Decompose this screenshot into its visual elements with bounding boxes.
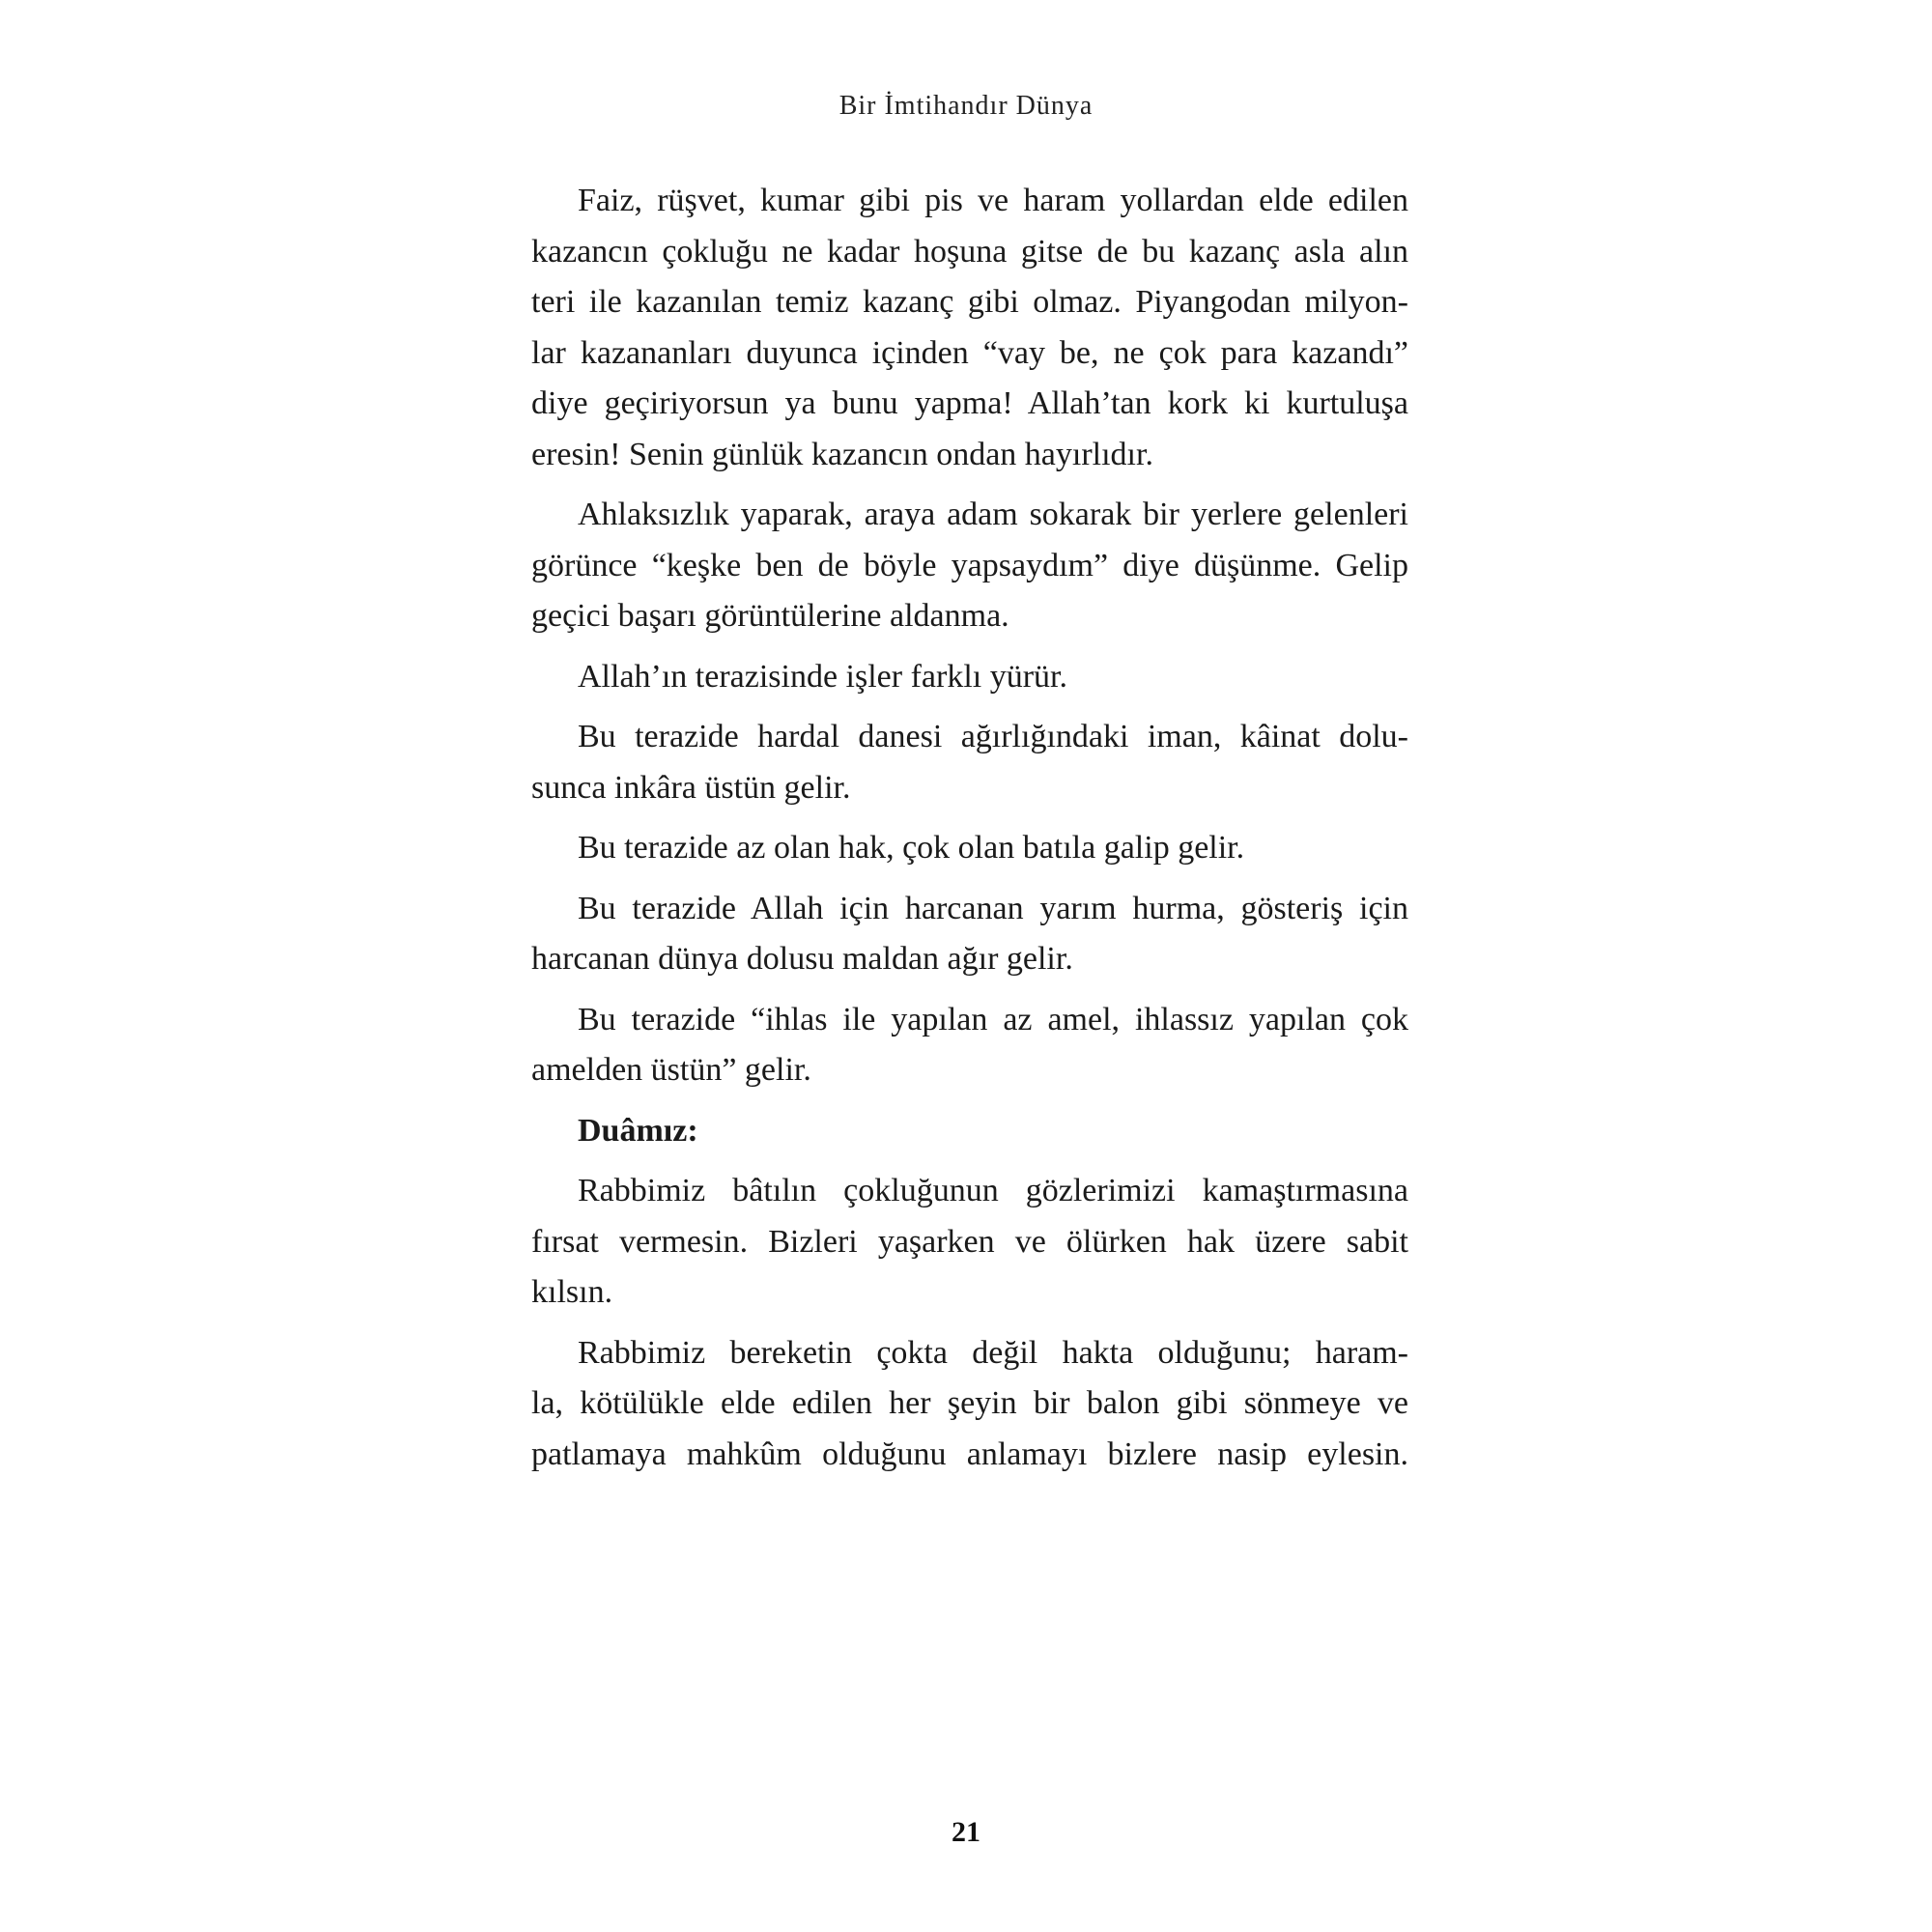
text-line: teri ile kazanılan temiz kazanç gibi olmaz. Piyangodan milyon- <box>531 284 1408 320</box>
text-line: Rabbimiz bereketin çokta değil hakta olduğunu; haram- <box>578 1334 1408 1371</box>
body-text <box>531 176 1408 1490</box>
paragraph <box>531 995 1408 1096</box>
text-line: harcanan dünya dolusu maldan ağır gelir. <box>531 941 1073 977</box>
text-line: Bu terazide az olan hak, çok olan batıla galip gelir. <box>578 830 1245 866</box>
text-line: diye geçiriyorsun ya bunu yapma! Allah’tan kork ki kurtuluşa <box>531 385 1408 421</box>
text-line: Rabbimiz bâtılın çokluğunun gözlerimizi kamaştırmasına <box>578 1173 1408 1208</box>
text-line: kılsın. <box>531 1274 613 1310</box>
text-line: Allah’ın terazisinde işler farklı yürür. <box>578 658 1067 695</box>
prayer-paragraph <box>531 1328 1408 1481</box>
text-line: amelden üstün” gelir. <box>531 1052 811 1088</box>
text-line: görünce “keşke ben de böyle yapsaydım” diye düşünme. Gelip <box>531 547 1408 583</box>
paragraph <box>531 712 1408 813</box>
text-line: sunca inkâra üstün gelir. <box>531 769 851 806</box>
paragraph <box>531 490 1408 642</box>
running-header-title: Bir İmtihandır Dünya <box>838 91 1094 121</box>
text-line: eresin! Senin günlük kazancın ondan hayırlıdır. <box>531 436 1153 472</box>
text-line: la, kötülükle elde edilen her şeyin bir balon gibi sönmeye ve <box>531 1385 1408 1421</box>
text-line: Faiz, rüşvet, kumar gibi pis ve haram yollardan elde edilen <box>578 183 1408 218</box>
prayer-paragraph <box>531 1166 1408 1319</box>
prayer-heading: Duâmız: <box>578 1112 698 1149</box>
paragraph <box>531 652 1408 703</box>
text-line: Bu terazide Allah için harcanan yarım hurma, gösteriş için <box>578 890 1408 926</box>
text-line: Ahlaksızlık yaparak, araya adam sokarak bir yerlere gelenleri <box>578 497 1408 532</box>
page-number: 21 <box>952 1816 980 1848</box>
paragraph <box>531 823 1408 874</box>
text-line: Bu terazide “ihlas ile yapılan az amel, ihlassız yapılan çok <box>578 1001 1408 1037</box>
paragraph <box>531 884 1408 985</box>
text-line: geçici başarı görüntülerine aldanma. <box>531 598 1009 634</box>
text-line: fırsat vermesin. Bizleri yaşarken ve ölürken hak üzere sabit <box>531 1223 1408 1260</box>
paragraph <box>531 176 1408 480</box>
text-line: patlamaya mahkûm olduğunu anlamayı bizlere nasip eylesin. <box>531 1435 1408 1472</box>
text-line: Bu terazide hardal danesi ağırlığındaki iman, kâinat dolu- <box>578 719 1408 754</box>
text-line: lar kazananları duyunca içinden “vay be, ne çok para kazandı” <box>531 334 1408 371</box>
text-line: kazancın çokluğu ne kadar hoşuna gitse de bu kazanç asla alın <box>531 233 1408 270</box>
